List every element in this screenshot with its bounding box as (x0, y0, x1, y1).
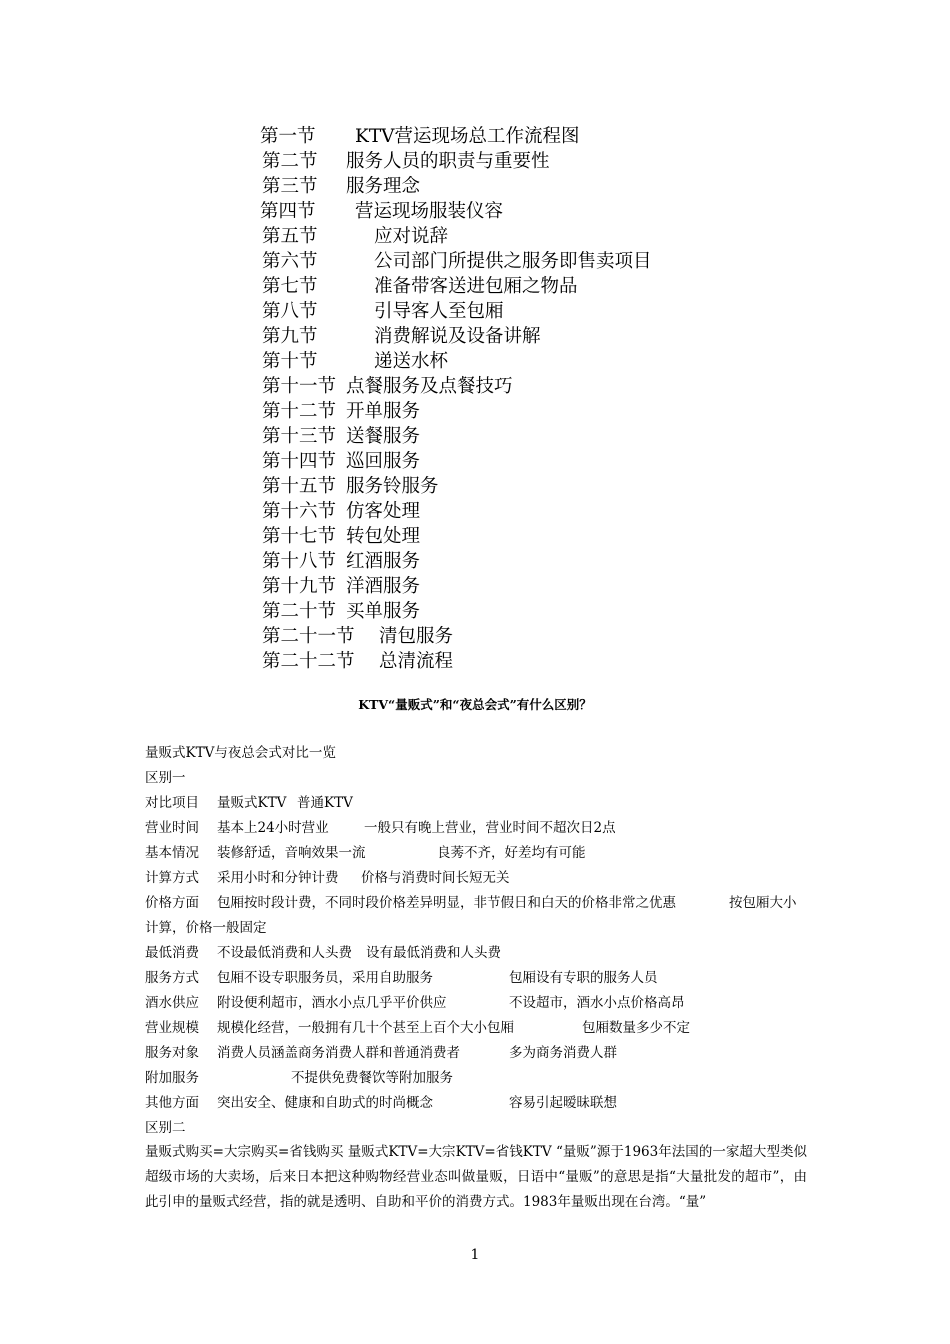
toc-number: 第五节 (262, 226, 318, 247)
difference-two-label: 区别二 (145, 1120, 186, 1136)
row-item: 营业规模 (145, 1020, 199, 1036)
comparison-header-row (145, 792, 807, 814)
difference-one-label: 区别一 (145, 770, 186, 786)
header-col-a: 量贩式KTV (217, 795, 287, 811)
comparison-row (145, 942, 807, 964)
row-col-a: 附设便利超市，酒水小点几乎平价供应 (217, 995, 447, 1011)
toc-title: 消费解说及设备讲解 (374, 326, 541, 347)
toc-title: 开单服务 (346, 401, 421, 422)
intro-line: 量贩式KTV与夜总会式对比一览 (145, 745, 336, 761)
row-item: 其他方面 (145, 1095, 199, 1111)
toc-title: 送餐服务 (346, 426, 421, 447)
row-item: 附加服务 (145, 1070, 199, 1086)
row-col-a: 消费人员涵盖商务消费人群和普通消费者 (217, 1045, 460, 1061)
toc-number: 第十节 (262, 351, 318, 372)
row-col-a: 采用小时和分钟计费 (217, 870, 339, 886)
toc-title: 服务人员的职责与重要性 (346, 151, 550, 172)
toc-number: 第十五节 (262, 476, 337, 497)
comparison-row (145, 1092, 807, 1114)
row-col-a: 规模化经营，一般拥有几十个甚至上百个大小包厢 (217, 1020, 514, 1036)
toc-title: 洋酒服务 (346, 576, 421, 597)
comparison-row (145, 892, 807, 914)
toc-title: KTV营运现场总工作流程图 (355, 126, 580, 147)
row-col-b: 多为商务消费人群 (509, 1045, 617, 1061)
toc-title: 仿客处理 (346, 501, 421, 522)
comparison-row (145, 1067, 807, 1089)
toc-number: 第二十二节 (262, 651, 355, 672)
row-col-b: 包厢设有专职的服务人员 (509, 970, 658, 986)
row-item: 营业时间 (145, 820, 199, 836)
row-col-b: 按包厢大小 (729, 895, 797, 911)
row-col-a: 包厢不设专职服务员，采用自助服务 (217, 970, 433, 986)
header-item: 对比项目 (145, 795, 199, 811)
row-col-b: 包厢数量多少不定 (582, 1020, 690, 1036)
comparison-row (145, 1042, 807, 1064)
toc-title: 引导客人至包厢 (374, 301, 504, 322)
row-col-b: 设有最低消费和人头费 (366, 945, 501, 961)
toc-title: 清包服务 (379, 626, 454, 647)
comparison-row (145, 817, 807, 839)
toc-number: 第十一节 (262, 376, 337, 397)
toc-number: 第八节 (262, 301, 318, 322)
comparison-row (145, 1017, 807, 1039)
row-col-a: 基本上24小时营业 (217, 820, 329, 836)
toc-title: 应对说辞 (374, 226, 449, 247)
row-col-b: 价格与消费时间长短无关 (361, 870, 510, 886)
toc-number: 第二十节 (262, 601, 337, 622)
toc-title: 点餐服务及点餐技巧 (346, 376, 513, 397)
toc-title: 公司部门所提供之服务即售卖项目 (374, 251, 652, 272)
row-item: 酒水供应 (145, 995, 199, 1011)
row-col-b: 良莠不齐，好差均有可能 (437, 845, 586, 861)
comparison-row (145, 967, 807, 989)
toc-title: 准备带客送进包厢之物品 (374, 276, 578, 297)
explanation-paragraph: 量贩式购买=大宗购买=省钱购买 量贩式KTV=大宗KTV=省钱KTV “量贩”源于1963年法国的一家超大型类似超级市场的大卖场，后来日本把这种购物经营业态叫做量贩，日语中“量贩”的意思是指“大量批发的超市”，由此引申的量贩式经营，指的就是透明、自助和平价的消费方式。1983年量贩出现在台湾。“量” (145, 1144, 807, 1210)
row-col-a: 突出安全、健康和自助式的时尚概念 (217, 1095, 433, 1111)
toc-title: 递送水杯 (374, 351, 449, 372)
toc-number: 第二节 (262, 151, 318, 172)
section-heading: KTV“量贩式”和“夜总会式”有什么区别？ (358, 697, 592, 712)
header-col-b: 普通KTV (297, 795, 353, 811)
row-item: 最低消费 (145, 945, 199, 961)
toc-number: 第九节 (262, 326, 318, 347)
toc-number: 第十四节 (262, 451, 337, 472)
toc-number: 第十二节 (262, 401, 337, 422)
comparison-row-continuation: 计算，价格一般固定 (145, 920, 267, 936)
toc-title: 转包处理 (346, 526, 421, 547)
row-col-b: 容易引起暧昧联想 (509, 1095, 617, 1111)
toc-number: 第二十一节 (262, 626, 355, 647)
toc-number: 第十七节 (262, 526, 337, 547)
toc-number: 第十九节 (262, 576, 337, 597)
toc-title: 服务铃服务 (346, 476, 439, 497)
toc-number: 第十三节 (262, 426, 337, 447)
toc-number: 第四节 (260, 201, 316, 222)
toc-title: 总清流程 (379, 651, 454, 672)
toc-title: 红酒服务 (346, 551, 421, 572)
page-number: 1 (470, 1247, 480, 1263)
row-col-b: 不设超市，酒水小点价格高昂 (509, 995, 685, 1011)
row-item: 价格方面 (145, 895, 199, 911)
row-item: 服务对象 (145, 1045, 199, 1061)
toc-number: 第一节 (260, 126, 316, 147)
row-col-b: 一般只有晚上营业，营业时间不超次日2点 (364, 820, 616, 836)
comparison-row (145, 867, 807, 889)
row-item: 基本情况 (145, 845, 199, 861)
toc-number: 第六节 (262, 251, 318, 272)
row-col-b: 不提供免费餐饮等附加服务 (291, 1070, 453, 1086)
row-col-a: 装修舒适，音响效果一流 (217, 845, 366, 861)
row-col-a: 包厢按时段计费，不同时段价格差异明显，非节假日和白天的价格非常之优惠 (217, 895, 676, 911)
row-item: 计算方式 (145, 870, 199, 886)
row-col-a: 不设最低消费和人头费 (217, 945, 352, 961)
toc-number: 第三节 (262, 176, 318, 197)
toc-title: 买单服务 (346, 601, 421, 622)
toc-number: 第七节 (262, 276, 318, 297)
toc-title: 服务理念 (346, 176, 421, 197)
comparison-row (145, 842, 807, 864)
toc-number: 第十八节 (262, 551, 337, 572)
toc-title: 巡回服务 (346, 451, 421, 472)
comparison-row (145, 992, 807, 1014)
row-item: 服务方式 (145, 970, 199, 986)
toc-title: 营运现场服装仪容 (355, 201, 504, 222)
toc-number: 第十六节 (262, 501, 337, 522)
